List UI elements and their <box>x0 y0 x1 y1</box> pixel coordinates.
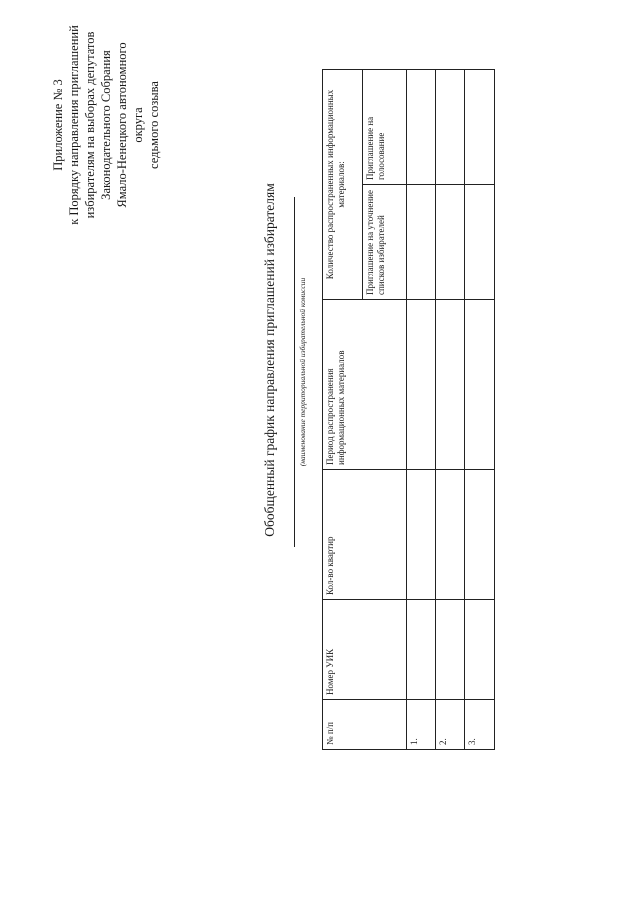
commission-name-line <box>294 197 295 547</box>
row-number: 1. <box>407 700 436 750</box>
appendix-line: к Порядку направления приглашений <box>67 25 81 225</box>
table-cell <box>465 470 495 600</box>
appendix-line: Законодательного Собрания <box>99 50 113 200</box>
table-cell <box>407 600 436 700</box>
header-apartments: Кол-во квартир <box>323 470 407 600</box>
table-row <box>436 69 465 749</box>
appendix-block <box>50 25 162 225</box>
appendix-line: седьмого созыва <box>147 81 161 169</box>
header-sub-clarify: Приглашение на уточнение списков избирателей <box>363 185 407 300</box>
row-number: 3. <box>465 700 495 750</box>
table-cell <box>407 69 436 184</box>
schedule-table <box>322 69 495 750</box>
table-cell <box>407 300 436 470</box>
table-cell <box>436 69 465 184</box>
table-cell <box>465 300 495 470</box>
table-row <box>407 69 436 749</box>
table-cell <box>407 185 436 300</box>
document-title: Обобщенный график направления приглашений избирателям <box>262 183 277 537</box>
commission-caption: (наименование территориальной избирательной комиссии <box>298 277 307 467</box>
table-cell <box>465 600 495 700</box>
table-cell <box>436 470 465 600</box>
table-row <box>465 69 495 749</box>
header-period: Период распространения информационных материалов <box>323 300 407 470</box>
table-cell <box>436 185 465 300</box>
header-num: № п/п <box>323 700 407 750</box>
table-cell <box>465 185 495 300</box>
table-cell <box>436 600 465 700</box>
table-cell <box>436 300 465 470</box>
header-quantity: Количество распространенных информационных материалов: <box>323 69 363 299</box>
table-cell <box>407 470 436 600</box>
row-number: 2. <box>436 700 465 750</box>
appendix-line: Приложение № 3 <box>51 79 65 171</box>
appendix-line: избирателям на выборах депутатов <box>83 31 97 219</box>
header-sub-vote: Приглашение на голосование <box>363 69 407 184</box>
table-cell <box>465 69 495 184</box>
header-uik: Номер УИК <box>323 600 407 700</box>
appendix-line: Ямало-Ненецкого автономного округа <box>115 42 145 208</box>
